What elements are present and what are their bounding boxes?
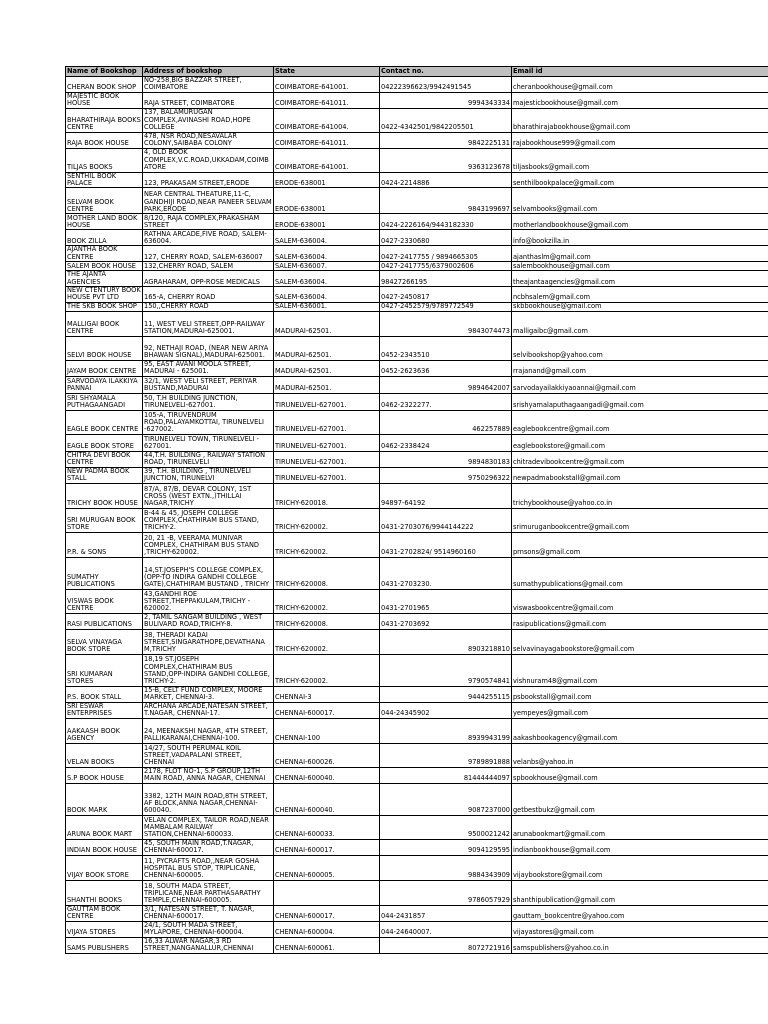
cell-email: psbookstall@gmail.com xyxy=(512,686,768,702)
cell-name: EAGLE BOOK CENTRE xyxy=(66,410,143,434)
cell-address: 39, T.H. BUILDING , TIRUNELVELI JUNCTION, TIRUNELVI xyxy=(143,467,274,483)
cell-state: COIMBATORE-641001. xyxy=(274,77,380,93)
table-row xyxy=(66,360,768,376)
cell-contact: 81444444097 xyxy=(380,767,512,783)
cell-email: newpadmabookstall@gmail.com xyxy=(512,467,768,483)
cell-address: 24, MEENAKSHI NAGAR, 4TH STREET, PALLIKARANAI,CHENNAI-100. xyxy=(143,718,274,743)
cell-address: 2178, FLOT NO-1, S.P GROUP,12TH MAIN ROAD, ANNA NAGAR, CHENNAI xyxy=(143,767,274,783)
cell-name: S.P BOOK HOUSE xyxy=(66,767,143,783)
cell-name: SRI KUMARAN STORES xyxy=(66,654,143,686)
table-row xyxy=(66,336,768,360)
cell-contact: 8903218810 xyxy=(380,629,512,654)
cell-contact: 9750296322 xyxy=(380,467,512,483)
table-row xyxy=(66,557,768,589)
cell-email: rasipublications@gmail.com xyxy=(512,613,768,629)
cell-address: TIRUNELVELI TOWN, TIRUNELVELI - 627001. xyxy=(143,434,274,451)
cell-state: ERODE-638001 xyxy=(274,188,380,214)
table-row xyxy=(66,629,768,654)
cell-address: 16,33 ALWAR NAGAR,3 RD STREET,NANGANALLUR,CHENNAI xyxy=(143,937,274,953)
cell-address: NO-258,BIG BAZZAR STREET, COIMBATORE xyxy=(143,77,274,93)
cell-contact: 0431-2702824/ 9514960160 xyxy=(380,532,512,557)
cell-contact: 9444255115 xyxy=(380,686,512,702)
cell-address: VELAN COMPLEX, TAILOR ROAD,NEAR MAMBALAM RAILWAY STATION,CHENNAI-600033. xyxy=(143,815,274,839)
cell-email: selvibookshop@yahoo.com xyxy=(512,336,768,360)
cell-address: 2, TAMIL SANGAM BUILDING , WEST BULIVARD ROAD,TRICHY-8. xyxy=(143,613,274,629)
cell-state: CHENNAI-600017. xyxy=(274,905,380,921)
cell-email: sumathypublications@gmail.com xyxy=(512,557,768,589)
cell-state: MADURAI-62501. xyxy=(274,311,380,336)
cell-name: NEW CTENTURY BOOK HOUSE PVT LTD xyxy=(67,286,141,302)
cell-state: TIRUNELVELI-627001. xyxy=(274,393,380,410)
cell-name: VIJAYA STORES xyxy=(66,921,143,937)
cell-contact: 0431-2703230. xyxy=(380,557,512,589)
cell-address: 14,ST.JOSEPH'S COLLEGE COMPLEX, (OPP-TO INDIRA GANDHI COLLEGE GATE),CHATHIRAM BUSTAND , TRICHY xyxy=(143,557,274,589)
cell-contact: 9363123678 xyxy=(380,148,512,172)
cell-state: SALEM-636004. xyxy=(274,230,380,246)
cell-address: 11, WEST VELI STREET,OPP-RAILWAY STATION,MADURAI-625001. xyxy=(143,311,274,336)
cell-name: AJANTHA BOOK CENTRE xyxy=(66,246,143,262)
cell-name: SENTHIL BOOK PALACE xyxy=(66,172,143,188)
cell-state: COIMBATORE-641001. xyxy=(274,148,380,172)
cell-state: CHENNAI-600061. xyxy=(274,937,380,953)
cell-email: ncbhsalem@gmail.com xyxy=(512,287,768,303)
cell-state: TIRUNELVELI-627001. xyxy=(274,434,380,451)
table-row xyxy=(66,246,768,262)
cell-contact: 9842225131 xyxy=(380,132,512,148)
table-row xyxy=(66,508,768,532)
table-row xyxy=(66,815,768,839)
cell-name: MALLIGAI BOOK CENTRE xyxy=(66,311,143,336)
cell-state: MADURAI-62501. xyxy=(274,376,380,393)
table-row xyxy=(66,880,768,905)
cell-state: CHENNAI-100 xyxy=(274,718,380,743)
cell-state: MADURAI-62501. xyxy=(274,360,380,376)
cell-name: VISWAS BOOK CENTRE xyxy=(66,589,143,613)
cell-email: majesticbookhouse@gmail.com xyxy=(512,92,768,108)
cell-contact: 0431-2703692 xyxy=(380,613,512,629)
cell-address: 18,19 ST.JOSEPH COMPLEX,CHATHIRAM BUS STAND,OPP-INDIRA GANDHI COLLEGE, TRICHY-2. xyxy=(143,654,274,686)
table-row xyxy=(66,287,768,303)
cell-email: eaglebookstore@gmail.com xyxy=(512,434,768,451)
cell-contact: 9087237000 xyxy=(380,783,512,815)
cell-name: JAYAM BOOK CENTRE xyxy=(66,360,143,376)
table-row xyxy=(66,702,768,718)
table-row xyxy=(66,467,768,483)
cell-email: rrajanand@gmail.com xyxy=(512,360,768,376)
table-row xyxy=(66,654,768,686)
cell-contact: 9843199697 xyxy=(380,188,512,214)
cell-state: TRICHY-620008. xyxy=(274,557,380,589)
table-row xyxy=(66,743,768,767)
table-row xyxy=(66,767,768,783)
cell-address: 132,CHERRY ROAD, SALEM xyxy=(143,262,274,271)
cell-address: B-44 & 45, JOSEPH COLLEGE COMPLEX,CHATHIRAM BUS STAND, TRICHY-2. xyxy=(143,508,274,532)
table-row xyxy=(66,214,768,230)
cell-address: RATHNA ARCADE,FIVE ROAD, SALEM-636004. xyxy=(143,230,274,246)
cell-state: TRICHY-620002. xyxy=(274,629,380,654)
cell-address: 165-A, CHERRY ROAD xyxy=(143,287,274,303)
cell-email: shanthipublication@gmail.com xyxy=(512,880,768,905)
cell-name: VIJAY BOOK STORE xyxy=(66,855,143,880)
cell-contact: 98427266195 xyxy=(380,271,512,287)
table-row xyxy=(66,855,768,880)
table-row xyxy=(66,148,768,172)
cell-address: 3382, 12TH MAIN ROAD,8TH STREET, AF BLOCK,ANNA NAGAR,CHENNAI-600040. xyxy=(143,783,274,815)
cell-email: malligaibc@gmail.com xyxy=(512,311,768,336)
cell-state: CHENNAI-600005. xyxy=(274,855,380,880)
cell-contact: 044-2431857 xyxy=(380,905,512,921)
cell-contact: 462257889 xyxy=(380,410,512,434)
cell-address: 127, CHERRY ROAD, SALEM-636007 xyxy=(143,246,274,262)
cell-address: 14/27, SOUTH PERUMAL KOIL STREET,VADAPALANI STREET, CHENNAI xyxy=(143,743,274,767)
cell-contact: 0427-2330680 xyxy=(380,230,512,246)
cell-name: SELVI BOOK HOUSE xyxy=(66,336,143,360)
cell-email: velanbs@yahoo.in xyxy=(512,743,768,767)
table-row xyxy=(66,311,768,336)
table-row xyxy=(66,376,768,393)
cell-state: CHENNAI-600017. xyxy=(274,702,380,718)
table-row xyxy=(66,108,768,132)
cell-state: TRICHY-620002. xyxy=(274,654,380,686)
cell-state: COIMBATORE-641004. xyxy=(274,108,380,132)
cell-state: ERODE-638001 xyxy=(274,172,380,188)
table-row xyxy=(66,92,768,108)
cell-contact: 9786057929 xyxy=(380,880,512,905)
cell-email: trichybookhouse@yahoo.co.in xyxy=(512,483,768,508)
table-row xyxy=(66,172,768,188)
cell-email: srishyamalaputhagaangadi@gmail.com xyxy=(512,393,768,410)
cell-state: MADURAI-62501. xyxy=(274,336,380,360)
cell-email: chitradevibookcentre@gmail.com xyxy=(512,451,768,467)
cell-state: CHENNAI-3 xyxy=(274,686,380,702)
cell-name: GAUTTAM BOOK CENTRE xyxy=(66,905,143,921)
table-row xyxy=(66,451,768,467)
cell-email: motherlandbookhouse@gmail.com xyxy=(512,214,768,230)
table-row xyxy=(66,393,768,410)
cell-email: vijayastores@gmail.com xyxy=(512,921,768,937)
cell-contact: 0452-2623636 xyxy=(380,360,512,376)
cell-name: P.S. BOOK STALL xyxy=(66,686,143,702)
cell-address: 95, EAST AVANI MOOLA STREET, MADURAI - 625001. xyxy=(143,360,274,376)
cell-address: NEAR CENTRAL THEATURE,11-C, GANDHIJI ROAD,NEAR PANEER SELVAM PARK,ERODE xyxy=(143,188,274,214)
table-row xyxy=(66,686,768,702)
cell-contact: 044-24640007. xyxy=(380,921,512,937)
cell-name: SRI ESWAR ENTERPRISES xyxy=(66,702,143,718)
cell-state: CHENNAI-600040. xyxy=(274,783,380,815)
cell-name: NEW PADMA BOOK STALL xyxy=(66,467,143,483)
cell-email: aakashbookagency@gmail.com xyxy=(512,718,768,743)
cell-email: viswasbookcentre@gmail.com xyxy=(512,589,768,613)
cell-email: eaglebookcentre@gmail.com xyxy=(512,410,768,434)
cell-name: MOTHER LAND BOOK HOUSE xyxy=(66,214,143,230)
cell-state: TRICHY-620002. xyxy=(274,589,380,613)
table-row xyxy=(66,589,768,613)
cell-contact: 9894642007 xyxy=(380,376,512,393)
cell-name: BOOK MARK xyxy=(66,783,143,815)
cell-contact: 9884343909 xyxy=(380,855,512,880)
cell-email: senthilbookpalace@gmail.com xyxy=(512,172,768,188)
cell-contact: 9894830183 xyxy=(380,451,512,467)
cell-email: getbestbukz@gmail.com xyxy=(512,783,768,815)
cell-contact: 9843074473 xyxy=(380,311,512,336)
cell-contact: 94897-64192 xyxy=(380,483,512,508)
table-body xyxy=(66,67,768,954)
table-row xyxy=(66,302,768,311)
cell-name: BOOK ZILLA xyxy=(66,230,143,246)
cell-contact: 0462-2322277. xyxy=(380,393,512,410)
cell-address: AGRAHARAM, OPP-ROSE MEDICALS xyxy=(143,271,274,287)
cell-address: ARCHANA ARCADE,NATESAN STREET, T.NAGAR, CHENNAI-17. xyxy=(143,702,274,718)
cell-address: 43,GANDHI ROE STREET,THEPPAKULAM,TRICHY - 620002. xyxy=(143,589,274,613)
cell-state: TIRUNELVELI-627001. xyxy=(274,451,380,467)
cell-email: indianbookhouse@gmail.com xyxy=(512,839,768,855)
cell-name: INDIAN BOOK HOUSE xyxy=(66,839,143,855)
cell-email: selvambooks@gmail.com xyxy=(512,188,768,214)
cell-contact: 0452-2343510 xyxy=(380,336,512,360)
table-row xyxy=(66,271,768,287)
cell-name: EAGLE BOOK STORE xyxy=(66,434,143,451)
cell-address: 92, NETHAJI ROAD, (NEAR NEW ARIYA BHAWAN SIGNAL),MADURAI-625001. xyxy=(143,336,274,360)
cell-name: SHANTHI BOOKS xyxy=(66,880,143,905)
cell-name: BHARATHIRAJA BOOKS CENTRE xyxy=(66,108,143,132)
header-state: State xyxy=(274,67,380,77)
cell-state: COIMBATORE-641011. xyxy=(274,132,380,148)
cell-email: vijaybookstore@gmail.com xyxy=(512,855,768,880)
cell-name: AAKAASH BOOK AGENCY xyxy=(66,718,143,743)
cell-email: selvavinayagabookstore@gmail.com xyxy=(512,629,768,654)
cell-address: 105-A, TIRUVENDRUM ROAD,PALAYAMKOTTAI, TIRUNELVELI -627002. xyxy=(143,410,274,434)
cell-email: bharathirajabookhouse@gmail.com xyxy=(512,108,768,132)
cell-address: 137, BALAMURUGAN COMPLEX,AVINASHI ROAD,HOPE COLLEGE xyxy=(143,108,274,132)
cell-contact: 9994343334 xyxy=(380,92,512,108)
cell-email: ajanthaslm@gmail.com xyxy=(512,246,768,262)
cell-state: SALEM-636007. xyxy=(274,262,380,271)
header-address: Address of bookshop xyxy=(143,67,274,77)
cell-email: tiljasbooks@gmail.com xyxy=(512,148,768,172)
table-row xyxy=(66,77,768,93)
cell-contact: 0424-2214886 xyxy=(380,172,512,188)
cell-contact: 0422-4342501/9842205501 xyxy=(380,108,512,132)
cell-state: CHENNAI-600017. xyxy=(274,839,380,855)
cell-address: 45, SOUTH MAIN ROAD,T.NAGAR, CHENNAI-600017. xyxy=(143,839,274,855)
cell-state: COIMBATORE-641011. xyxy=(274,92,380,108)
cell-name: ARUNA BOOK MART xyxy=(66,815,143,839)
table-row xyxy=(66,905,768,921)
cell-name: TRICHY BOOK HOUSE xyxy=(66,483,143,508)
cell-email: prnsons@gmail.com xyxy=(512,532,768,557)
cell-address: 150,,CHERRY ROAD xyxy=(143,302,274,311)
table-row xyxy=(66,613,768,629)
cell-email: salembookhouse@gmail.com xyxy=(512,262,768,271)
cell-state: SALEM-636001. xyxy=(274,302,380,311)
cell-name: MAJESTIC BOOK HOUSE xyxy=(66,92,143,108)
cell-address: 8/120, RAJA COMPLEX,PRAKASHAM STREET xyxy=(143,214,274,230)
cell-name: SRI SHYAMALA PUTHAGAANGADI xyxy=(66,393,143,410)
table-row xyxy=(66,410,768,434)
table-row xyxy=(66,188,768,214)
cell-name: VELAN BOOKS xyxy=(66,743,143,767)
cell-state: CHENNAI-600026. xyxy=(274,743,380,767)
cell-email: samspublishers@yahoo.co.in xyxy=(512,937,768,953)
cell-name: CHITRA DEVI BOOK CENTRE xyxy=(66,451,143,467)
cell-email: yempeyes@gmail.com xyxy=(512,702,768,718)
cell-email: theajantaagencies@gmail.com xyxy=(512,271,768,287)
cell-contact: 0462-2338424 xyxy=(380,434,512,451)
cell-name: SELVAM BOOK CENTRE xyxy=(66,188,143,214)
cell-state: ERODE-638001 xyxy=(274,214,380,230)
cell-state: TRICHY-620002. xyxy=(274,532,380,557)
header-email: Email id xyxy=(512,67,768,77)
cell-contact: 0427-2450817 xyxy=(380,287,512,303)
cell-contact: 8939943199 xyxy=(380,718,512,743)
cell-address: 44,T.H. BUILDING , RAILWAY STATION ROAD, TIRUNELVELI xyxy=(143,451,274,467)
cell-name: THE SKB BOOK SHOP xyxy=(66,302,143,311)
cell-state: SALEM-636004. xyxy=(274,246,380,262)
cell-name: CHERAN BOOK SHOP xyxy=(66,77,143,93)
header-contact: Contact no. xyxy=(380,67,512,77)
cell-email: arunabookmart@gmail.com xyxy=(512,815,768,839)
cell-email: gauttam_bookcentre@yahoo.com xyxy=(512,905,768,921)
cell-contact: 0427-2417755 / 9894665305 xyxy=(380,246,512,262)
table-row xyxy=(66,839,768,855)
cell-contact: 9789891888 xyxy=(380,743,512,767)
cell-state: TRICHY-620018. xyxy=(274,483,380,508)
cell-state: SALEM-636004. xyxy=(274,271,380,287)
cell-state: TIRUNELVELI-627001. xyxy=(274,410,380,434)
cell-contact: 04222396623/9942491545 xyxy=(380,77,512,93)
header-name: Name of Bookshop xyxy=(66,67,143,77)
table-row xyxy=(66,718,768,743)
table-row xyxy=(66,230,768,246)
cell-state: CHENNAI-600033. xyxy=(274,815,380,839)
cell-email: srimuruganbookcentre@gmail.com xyxy=(512,508,768,532)
cell-name: SAMS PUBLISHERS xyxy=(66,937,143,953)
cell-address: 11, PYCRAFTS ROAD,,NEAR GOSHA HOSPITAL BUS STOP, TRIPLICANE, CHENNAI-600005. xyxy=(143,855,274,880)
cell-email: info@bookzilla.in xyxy=(512,230,768,246)
cell-name: P.R. & SONS xyxy=(66,532,143,557)
cell-state xyxy=(274,880,380,905)
cell-name: RASI PUBLICATIONS xyxy=(66,613,143,629)
cell-name: RAJA BOOK HOUSE xyxy=(66,132,143,148)
table-row xyxy=(66,937,768,953)
cell-state: TRICHY-620008. xyxy=(274,613,380,629)
cell-address: 38, THERADI KADAI STREET,SINGARATHOPE,DEVATHANA M,TRICHY xyxy=(143,629,274,654)
cell-contact: 0431-2701965 xyxy=(380,589,512,613)
cell-address: 32/1, WEST VELI STREET, PERIYAR BUSTAND,MADURAI xyxy=(143,376,274,393)
cell-address: 24/1, SOUTH MADA STREET, MYLAPORE, CHENNAI-600004. xyxy=(143,921,274,937)
cell-contact: 044-24345902 xyxy=(380,702,512,718)
table-row xyxy=(66,434,768,451)
cell-address: 15-B, CELT FUND COMPLEX, MOORE MARKET, CHENNAI-3. xyxy=(143,686,274,702)
cell-contact: 0427-2417755/6379002606 xyxy=(380,262,512,271)
cell-contact: 0424-2226164/9443182330 xyxy=(380,214,512,230)
cell-name: SUMATHY PUBLICATIONS xyxy=(66,557,143,589)
cell-name: THE AJANTA AGENCIES xyxy=(66,271,143,287)
cell-email: spbookhouse@gmail.com xyxy=(512,767,768,783)
cell-address: 478, NSR ROAD,NESAVALAR COLONY,SAIBABA COLONY xyxy=(143,132,274,148)
table-row xyxy=(66,921,768,937)
cell-state: CHENNAI-600040. xyxy=(274,767,380,783)
table-row xyxy=(66,532,768,557)
cell-state: SALEM-636004. xyxy=(274,287,380,303)
cell-contact: 9094129595 xyxy=(380,839,512,855)
table-row xyxy=(66,262,768,271)
table-row xyxy=(66,783,768,815)
cell-email: rajabookhouse999@gmail.com xyxy=(512,132,768,148)
cell-state: TRICHY-620002. xyxy=(274,508,380,532)
cell-name: TILJAS BOOKS xyxy=(66,148,143,172)
table-row xyxy=(66,132,768,148)
header-row xyxy=(66,67,768,77)
cell-address: 18, SOUTH MADA STREET, TRIPLICANE,NEAR PARTHASARATHY TEMPLE,CHENNAI-600005. xyxy=(143,880,274,905)
cell-name: SARVODAYA ILAKKIYA PANNAI xyxy=(66,376,143,393)
cell-contact: 9500021242 xyxy=(380,815,512,839)
cell-address: 123, PRAKASAM STREET,ERODE xyxy=(143,172,274,188)
cell-address: 4, OLD BOOK COMPLEX,V.C.ROAD,UKKADAM,COIMB ATORE xyxy=(143,148,274,172)
cell-address: RAJA STREET, COIMBATORE xyxy=(143,92,274,108)
cell-contact: 9790574841 xyxy=(380,654,512,686)
cell-address: 87/A, 87/B, DEVAR COLONY, 1ST CROSS (WEST EXTN.,)THILLAI NAGAR,TRICHY xyxy=(143,483,274,508)
table-row xyxy=(66,483,768,508)
cell-contact: 0431-2703076/9944144222 xyxy=(380,508,512,532)
cell-email: skbbookhouse@gmail.com xyxy=(512,302,768,311)
cell-state: TIRUNELVELI-627001. xyxy=(274,467,380,483)
cell-address: 20, 21 -B, VEERAMA MUNIVAR COMPLEX, CHATHIRAM BUS STAND ,TRICHY-620002. xyxy=(143,532,274,557)
cell-name: SELVA VINAYAGA BOOK STORE xyxy=(66,629,143,654)
cell-email: cheranbookhouse@gmail.com xyxy=(512,77,768,93)
cell-address: 50, T.H BUILDING JUNCTION, TIRUNELVELI-627001. xyxy=(143,393,274,410)
cell-name: SRI MURUGAN BOOK STORE xyxy=(66,508,143,532)
bookshop-table xyxy=(65,66,768,954)
cell-contact: 8072721916 xyxy=(380,937,512,953)
cell-contact: 0427-2452579/9789772549 xyxy=(380,302,512,311)
cell-name: SALEM BOOK HOUSE xyxy=(66,262,143,271)
cell-email: sarvodayailakkiyaoannai@gmail.com xyxy=(512,376,768,393)
cell-address: 3/1, NATESAN STREET, T. NAGAR, CHENNAI-600017. xyxy=(143,905,274,921)
cell-email: vishnuram48@gmail.com xyxy=(512,654,768,686)
cell-state: CHENNAI-600004. xyxy=(274,921,380,937)
